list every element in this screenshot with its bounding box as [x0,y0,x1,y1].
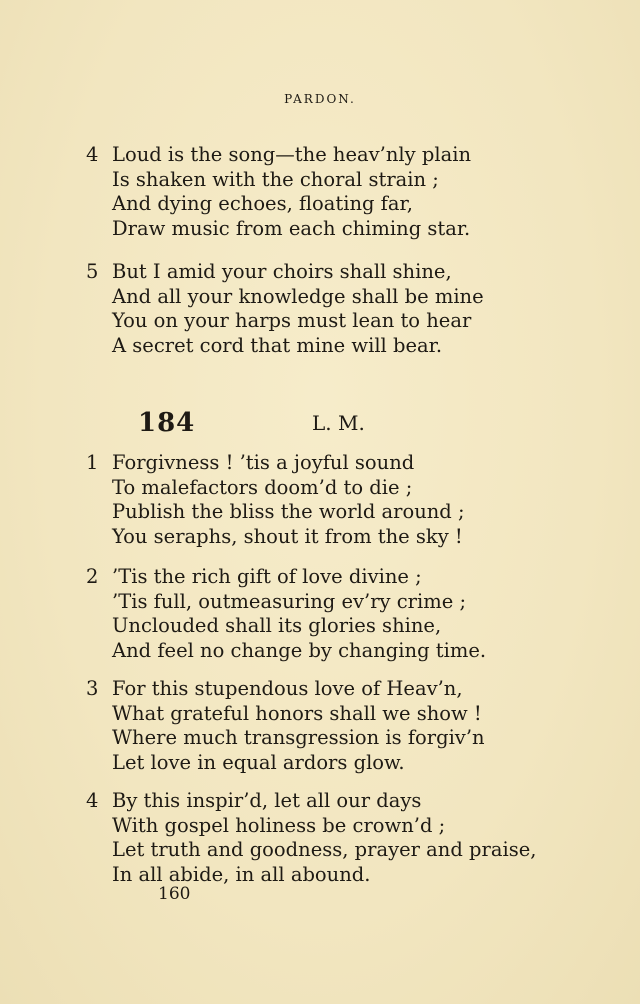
line-text: ’Tis the rich gift of love divine ; [112,565,422,588]
stanza-line [86,309,484,334]
stanza-line [86,217,471,242]
line-text: But I amid your choirs shall shine, [112,260,452,283]
stanza-line [86,525,465,550]
stanza-number: 3 [86,677,99,700]
line-text: Draw music from each chiming star. [112,216,471,240]
line-text: For this stupendous love of Heav’n, [112,677,463,700]
line-text: You seraphs, shout it from the sky ! [112,524,463,548]
stanza-line [86,838,536,863]
stanza-number: 1 [86,451,99,474]
line-text: You on your harps must lean to hear [112,309,472,333]
line-text: Loud is the song—the heav’nly plain [112,143,472,166]
line-text: By this inspir’d, let all our days [112,789,422,812]
line-text: And feel no change by changing time. [112,638,487,662]
stanza-number: 5 [86,260,99,283]
stanza-4-previous-hymn [86,143,471,241]
line-text: ’Tis full, outmeasuring ev’ry crime ; [112,589,467,613]
line-text: Publish the bliss the world around ; [112,500,465,524]
stanza-line [86,143,471,168]
stanza-line [86,702,485,727]
stanza-number: 4 [86,143,99,166]
hymn-number: 184 [138,408,196,438]
stanza-line [86,726,485,751]
hymn-stanza-1 [86,451,465,549]
stanza-line [86,334,484,359]
stanza-number: 4 [86,789,99,812]
stanza-line [86,451,465,476]
stanza-line [86,863,536,888]
line-text: Unclouded shall its glories shine, [112,614,442,638]
stanza-line [86,192,471,217]
stanza-line [86,789,536,814]
line-text: With gospel holiness be crown’d ; [112,813,446,837]
stanza-line [86,500,465,525]
stanza-line [86,260,484,285]
stanza-5-previous-hymn [86,260,484,358]
hymn-stanza-4 [86,789,536,887]
line-text: What grateful honors shall we show ! [112,701,482,725]
stanza-number: 2 [86,565,99,588]
stanza-line [86,614,486,639]
line-text: Forgivness ! ’tis a joyful sound [112,451,415,474]
stanza-line [86,168,471,193]
page-number: 160 [158,884,191,904]
line-text: Let love in equal ardors glow. [112,750,405,774]
stanza-line [86,814,536,839]
stanza-line [86,285,484,310]
stanza-line [86,751,485,776]
stanza-line [86,677,485,702]
line-text: And all your knowledge shall be mine [112,284,484,308]
hymn-stanza-3 [86,677,485,775]
line-text: To malefactors doom’d to die ; [112,475,413,499]
line-text: Is shaken with the choral strain ; [112,167,439,191]
stanza-line [86,565,486,590]
stanza-line [86,590,486,615]
stanza-line [86,476,465,501]
hymn-meter: L. M. [312,411,365,435]
running-head: PARDON. [284,92,356,106]
stanza-line [86,639,486,664]
line-text: Let truth and goodness, prayer and praise, [112,838,537,862]
line-text: A secret cord that mine will bear. [112,333,443,357]
hymn-stanza-2 [86,565,486,663]
line-text: Where much transgression is forgiv’n [112,726,485,750]
line-text: In all abide, in all abound. [112,862,371,886]
hymn-heading [0,408,640,440]
line-text: And dying echoes, floating far, [112,192,413,216]
